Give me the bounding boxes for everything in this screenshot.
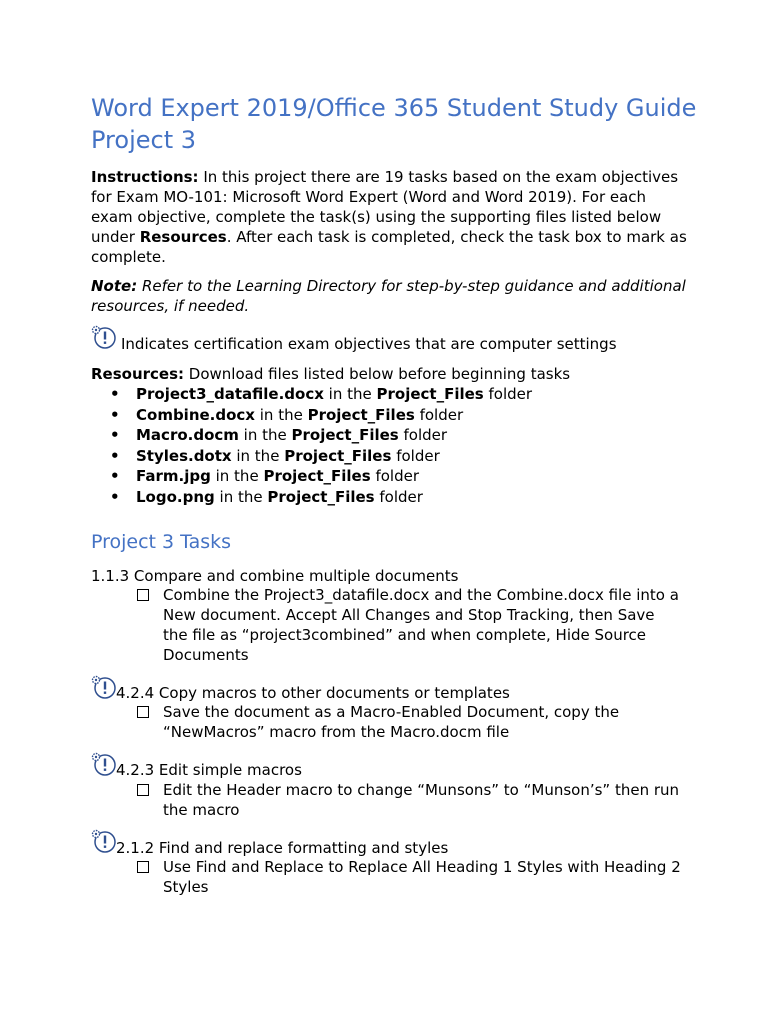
file-name: Farm.jpg [136,467,211,486]
instructions-paragraph [91,167,691,267]
file-tail: folder [374,487,423,506]
instructions-label: Instructions: [91,168,199,186]
file-mid: in the [238,426,292,445]
list-item [110,405,532,426]
bullet: • [110,446,120,465]
task-4-text: Use Find and Replace to Replace All Heading 1 Styles with Heading 2 Styles [163,858,681,896]
file-tail: folder [391,446,440,465]
bullet: • [110,385,120,403]
resource-file-list [110,384,532,508]
legend-text: Indicates certification exam objectives that are computer settings [121,335,617,353]
file-name: Combine.docx [136,405,255,424]
instructions-text-a: In this project there are 19 tasks based on the exam objectives for Exam MO-101: Microsoft Word Expert (Word and Word 2019). For each exam objective, complete the task(s) using the supporting files listed below under [91,168,679,246]
checkbox-icon[interactable] [137,589,149,601]
list-item [110,446,532,467]
folder-name: Project_Files [284,446,392,465]
file-name: Project3_datafile.docx [136,385,324,403]
objective-4-2-3: 4.2.3 Edit simple macros [116,761,302,779]
file-tail: folder [483,385,533,403]
computer-settings-icon [90,324,116,352]
file-name: Logo.png [136,487,215,506]
resources-text: Download files listed below before beginning tasks [184,365,571,383]
tasks-heading: Project 3 Tasks [91,531,232,553]
bullet: • [110,426,120,445]
folder-name: Project_Files [376,385,484,403]
computer-settings-icon [90,674,116,702]
folder-name: Project_Files [307,405,415,424]
file-mid: in the [254,405,308,424]
file-mid: in the [231,446,285,465]
objective-4-2-4: 4.2.4 Copy macros to other documents or templates [116,684,510,702]
bullet: • [110,487,120,506]
bullet: • [110,405,120,424]
instructions-text-b: . After each task is completed, check the task box to mark as complete. [91,228,687,266]
folder-name: Project_Files [267,487,375,506]
list-item [110,425,532,446]
note-text: Refer to the Learning Directory for step-by-step guidance and additional resources, if needed. [91,277,686,315]
checkbox-icon[interactable] [137,784,149,796]
folder-name: Project_Files [291,426,399,445]
task-2-text: Save the document as a Macro-Enabled Document, copy the “NewMacros” macro from the Macro.docm file [163,703,620,741]
file-name: Styles.dotx [136,446,232,465]
file-mid: in the [214,487,268,506]
file-mid: in the [323,385,377,403]
computer-settings-icon [90,828,116,856]
list-item [110,466,532,487]
bullet: • [110,467,120,486]
document-title: Word Expert 2019/Office 365 Student Study Guide Project 3 [91,94,697,154]
list-item [110,487,532,508]
objective-2-1-2: 2.1.2 Find and replace formatting and styles [116,839,449,857]
file-name: Macro.docm [136,426,239,445]
file-tail: folder [370,467,419,486]
computer-settings-icon [90,751,116,779]
checkbox-icon[interactable] [137,861,149,873]
file-tail: folder [398,426,448,445]
note-label: Note: [91,277,138,295]
checkbox-icon[interactable] [137,706,149,718]
objective-1-1-3: 1.1.3 Compare and combine multiple documents [91,567,459,585]
instructions-resources-word: Resources [139,228,227,246]
list-item [110,384,532,405]
resources-label: Resources: [91,365,185,383]
task-3-text: Edit the Header macro to change “Munsons” to “Munson’s” then run the macro [163,781,680,819]
note-paragraph [91,276,691,316]
folder-name: Project_Files [263,467,371,486]
resources-line [91,364,570,384]
file-tail: folder [414,405,464,424]
task-1-text: Combine the Project3_datafile.docx and the Combine.docx file into a New document. Accept All Changes and Stop Tracking, then Save the file as “project3combined” and when complete, Hide Source Documents [163,586,679,664]
file-mid: in the [210,467,264,486]
